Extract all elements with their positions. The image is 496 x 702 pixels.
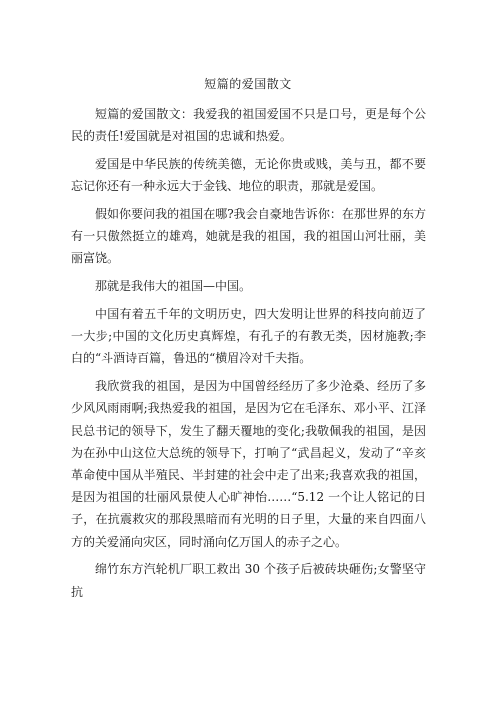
paragraph-2: 爱国是中华民族的传统美德，无论你贵或贱，美与丑，都不要忘记你还有一种永远大于金钱、地位的职责，那就是爱国。: [71, 157, 426, 194]
paragraph-1: 短篇的爱国散文：我爱我的祖国爱国不只是口号，更是每个公民的责任!爱国就是对祖国的忠诚和热爱。: [71, 107, 426, 144]
paragraph-3: 假如你要问我的祖国在哪?我会自豪地告诉你：在那世界的东方有一只傲然挺立的雄鸡，她就是我的祖国，我的祖国山河壮丽，美丽富饶。: [71, 207, 426, 266]
paragraph-5: 中国有着五千年的文明历史，四大发明让世界的科技向前迈了一大步;中国的文化历史真辉煌，有孔子的有教无类，因材施教;李白的“斗酒诗百篇，鲁迅的“横眉冷对千夫指。: [71, 307, 426, 366]
paragraph-7: 绵竹东方汽轮机厂职工救出 30 个孩子后被砖块砸伤;女警坚守抗: [71, 562, 426, 599]
document-body: [71, 103, 426, 608]
paragraph-4: 那就是我伟大的祖国—中国。: [95, 279, 252, 294]
paragraph-6: 我欣赏我的祖国，是因为中国曾经经历了多少沧桑、经历了多少风风雨雨啊;我热爱我的祖国，是因为它在毛泽东、邓小平、江泽民总书记的领导下，发生了翻天覆地的变化;我敬佩我的祖国，是因为在孙中山这位大总统的领导下，打响了“武昌起义，发动了“辛亥革命使中国从半殖民、半封建的社会中走了出来;我喜欢我的祖国，是因为祖国的壮丽风景使人心旷神怡……“5.12 一个让人铭记的日子，在抗震救灾的那段黑暗而有光明的日子里，大量的来自四面八方的关爱涌向灾区，同时涌向亿万国人的赤子之心。: [71, 379, 426, 549]
document-title: 短篇的爱国散文: [204, 77, 292, 91]
